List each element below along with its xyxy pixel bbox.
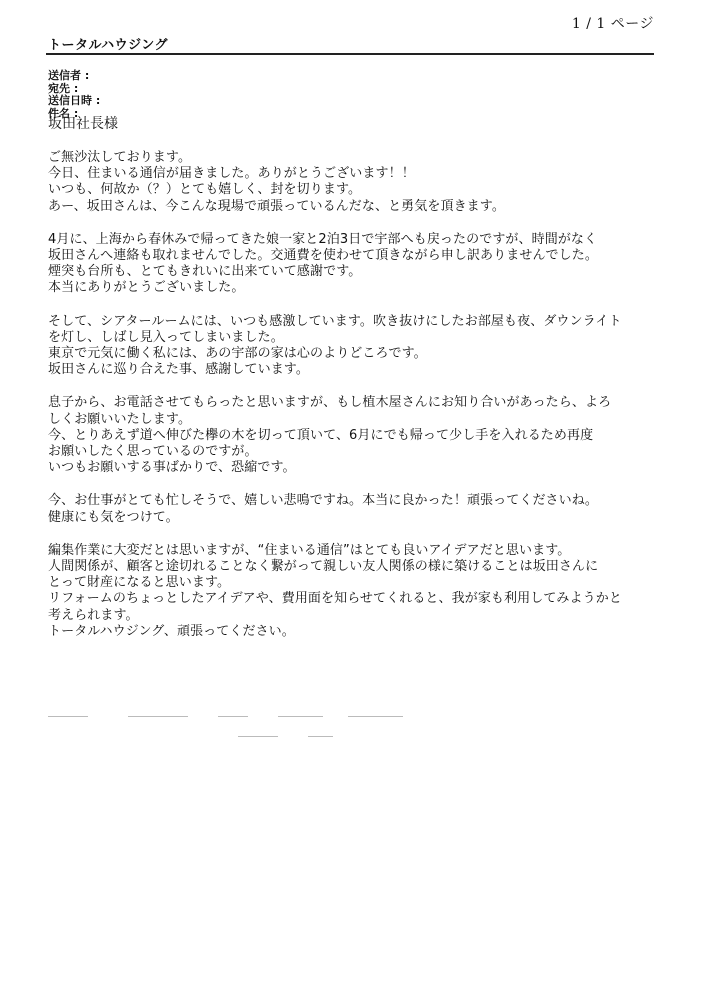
letter-line: 編集作業に大変だとは思いますが、“住まいる通信”はとても良いアイデアだと思います。 xyxy=(48,542,571,558)
letter-line: ご無沙汰しております。 xyxy=(48,150,192,165)
email-header-fields xyxy=(48,70,100,120)
letter-paragraph xyxy=(48,493,648,525)
letter-line: そして、シアタールームには、いつも感激しています。吹き抜けにしたお部屋も夜、ダウンライト xyxy=(48,313,622,329)
letter-line: しくお願いいたします。 xyxy=(48,411,192,427)
letter-line: お願いしたく思っているのですが。 xyxy=(48,444,258,460)
letter-line: いつもお願いする事ばかりで、恐縮です。 xyxy=(48,460,296,476)
sender-field-label: 送信者 : xyxy=(48,69,90,82)
letter-line: 今日、住まいる通信が届きました。ありがとうございます！！ xyxy=(48,166,415,182)
letter-line: を灯し、しばし見入ってしまいました。 xyxy=(48,329,284,345)
letter-line: 本当にありがとうございました。 xyxy=(48,280,245,296)
letter-paragraph xyxy=(48,232,648,297)
letter-line: 坂田さんに巡り合えた事、感謝しています。 xyxy=(48,362,309,378)
letter-paragraph xyxy=(48,150,648,215)
letter-line: 4月に、上海から春休みで帰ってきた娘一家と2泊3日で宇部へも戻ったのですが、時間がなく xyxy=(48,231,598,247)
letter-line: トータルハウジング、頑張ってください。 xyxy=(48,623,295,639)
letter-line: 息子から、お電話させてもらったと思いますが、もし植木屋さんにお知り合いがあったら、よろ xyxy=(48,395,612,411)
page-indicator: 1 / 1 ページ xyxy=(571,16,654,32)
letter-line: 煙突も台所も、とてもきれいに出来ていて感謝です。 xyxy=(48,264,362,280)
sheet-title: トータルハウジング xyxy=(48,38,169,53)
letter-line: リフォームのちょっとしたアイデアや、費用面を知らせてくれると、我が家も利用してみようかと xyxy=(48,591,622,607)
scan-artifacts xyxy=(48,714,408,744)
letter-line: 今、お仕事がとても忙しそうで、嬉しい悲鳴ですね。本当に良かった！頑張ってくださいね。 xyxy=(48,493,598,509)
letter-line: 今、とりあえず道へ伸びた欅の木を切って頂いて、6月にでも帰って少し手を入れるため再度 xyxy=(48,427,594,443)
letter-line: とって財産になると思います。 xyxy=(48,575,231,591)
letter-line: 東京で元気に働く私には、あの宇部の家は心のよりどころです。 xyxy=(48,346,427,362)
to-field-label: 宛先 : xyxy=(48,81,79,95)
letter-body xyxy=(48,150,648,657)
letter-line: 人間関係が、顧客と途切れることなく繋がって親しい友人関係の様に築けることは坂田さんに xyxy=(48,559,599,575)
title-divider xyxy=(46,53,654,55)
letter-line: いつも、何故か（？）とても嬉しく、封を切ります。 xyxy=(48,182,362,198)
sent-date-field-label: 送信日時 : xyxy=(48,94,101,107)
letter-line: 健康にも気をつけて。 xyxy=(48,509,179,525)
letter-paragraph xyxy=(48,543,648,640)
subject-field-label: 件名 : xyxy=(48,106,79,120)
letter-paragraph xyxy=(48,395,648,476)
letter-line: あー、坂田さんは、今こんな現場で頑張っているんだな、と勇気を頂きます。 xyxy=(48,198,505,214)
letter-line: 坂田さんへ連絡も取れませんでした。交通費を使わせて頂きながら申し訳ありませんでした。 xyxy=(48,248,598,264)
recipient-salutation: 坂田社長様 xyxy=(48,116,118,132)
letter-line: 考えられます。 xyxy=(48,607,139,623)
letter-paragraph xyxy=(48,314,648,379)
